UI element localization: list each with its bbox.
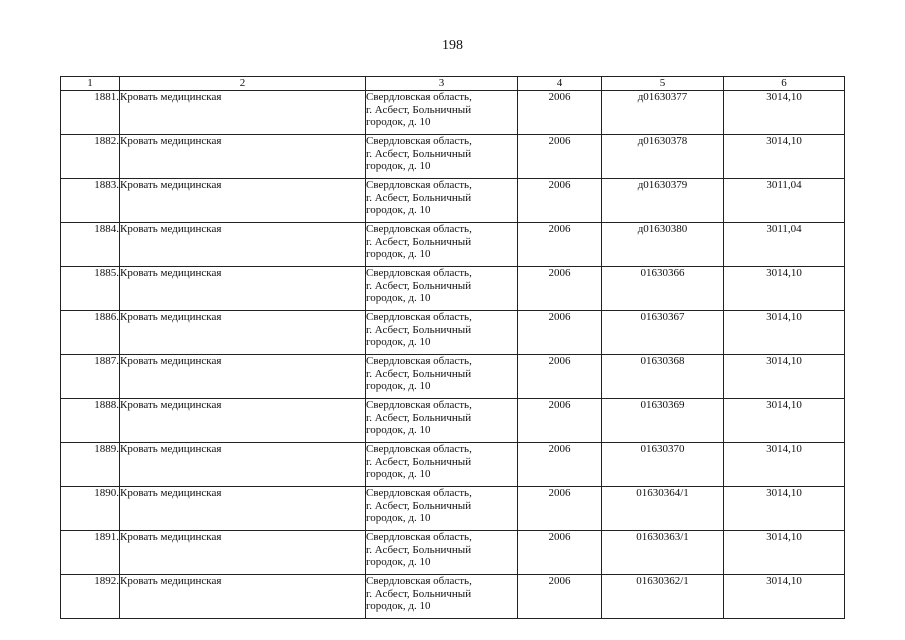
cost-cell: 3014,10 xyxy=(724,91,845,135)
inventory-number-cell: 01630366 xyxy=(602,267,724,311)
address-cell xyxy=(366,179,518,223)
year-cell: 2006 xyxy=(518,267,602,311)
cost-cell: 3014,10 xyxy=(724,355,845,399)
address-line: г. Асбест, Больничный xyxy=(366,235,472,248)
table-row xyxy=(61,311,845,355)
table-row xyxy=(61,487,845,531)
item-name-cell: Кровать медицинская xyxy=(120,267,366,311)
address-cell xyxy=(366,135,518,179)
address-line: г. Асбест, Больничный xyxy=(366,191,472,204)
row-number-cell: 1891. xyxy=(61,531,120,575)
column-header: 6 xyxy=(724,77,845,91)
address-line: городок, д. 10 xyxy=(366,160,431,172)
address-line: Свердловская область, xyxy=(366,91,472,103)
cost-cell: 3011,04 xyxy=(724,223,845,267)
table-row xyxy=(61,135,845,179)
inventory-number-cell: 01630362/1 xyxy=(602,575,724,619)
row-number-cell: 1885. xyxy=(61,267,120,311)
address-cell xyxy=(366,223,518,267)
item-name-cell: Кровать медицинская xyxy=(120,223,366,267)
table-row xyxy=(61,91,845,135)
year-cell: 2006 xyxy=(518,531,602,575)
cost-cell: 3014,10 xyxy=(724,311,845,355)
row-number-cell: 1883. xyxy=(61,179,120,223)
address-line: городок, д. 10 xyxy=(366,116,431,128)
address-line: Свердловская область, xyxy=(366,355,472,367)
inventory-number-cell: д01630380 xyxy=(602,223,724,267)
column-header: 3 xyxy=(366,77,518,91)
inventory-number-cell: 01630367 xyxy=(602,311,724,355)
column-header: 4 xyxy=(518,77,602,91)
year-cell: 2006 xyxy=(518,443,602,487)
address-line: Свердловская область, xyxy=(366,399,472,411)
cost-cell: 3011,04 xyxy=(724,179,845,223)
address-line: Свердловская область, xyxy=(366,443,472,455)
year-cell: 2006 xyxy=(518,487,602,531)
item-name-cell: Кровать медицинская xyxy=(120,531,366,575)
inventory-number-cell: д01630379 xyxy=(602,179,724,223)
address-cell xyxy=(366,443,518,487)
item-name-cell: Кровать медицинская xyxy=(120,487,366,531)
inventory-number-cell: 01630368 xyxy=(602,355,724,399)
address-line: Свердловская область, xyxy=(366,267,472,279)
address-cell xyxy=(366,311,518,355)
item-name-cell: Кровать медицинская xyxy=(120,575,366,619)
year-cell: 2006 xyxy=(518,399,602,443)
address-cell xyxy=(366,399,518,443)
address-line: г. Асбест, Больничный xyxy=(366,147,472,160)
cost-cell: 3014,10 xyxy=(724,267,845,311)
inventory-number-cell: 01630369 xyxy=(602,399,724,443)
address-line: городок, д. 10 xyxy=(366,204,431,216)
address-line: Свердловская область, xyxy=(366,179,472,191)
row-number-cell: 1881. xyxy=(61,91,120,135)
item-name-cell: Кровать медицинская xyxy=(120,135,366,179)
address-line: городок, д. 10 xyxy=(366,424,431,436)
row-number-cell: 1888. xyxy=(61,399,120,443)
row-number-cell: 1890. xyxy=(61,487,120,531)
address-line: Свердловская область, xyxy=(366,487,472,499)
item-name-cell: Кровать медицинская xyxy=(120,311,366,355)
year-cell: 2006 xyxy=(518,311,602,355)
year-cell: 2006 xyxy=(518,135,602,179)
address-line: городок, д. 10 xyxy=(366,336,431,348)
address-cell xyxy=(366,531,518,575)
cost-cell: 3014,10 xyxy=(724,135,845,179)
row-number-cell: 1886. xyxy=(61,311,120,355)
inventory-number-cell: д01630377 xyxy=(602,91,724,135)
table-row xyxy=(61,355,845,399)
year-cell: 2006 xyxy=(518,575,602,619)
address-line: г. Асбест, Больничный xyxy=(366,455,472,468)
address-line: городок, д. 10 xyxy=(366,380,431,392)
item-name-cell: Кровать медицинская xyxy=(120,179,366,223)
address-line: Свердловская область, xyxy=(366,223,472,235)
column-header: 2 xyxy=(120,77,366,91)
table-row xyxy=(61,223,845,267)
cost-cell: 3014,10 xyxy=(724,531,845,575)
inventory-number-cell: 01630370 xyxy=(602,443,724,487)
item-name-cell: Кровать медицинская xyxy=(120,91,366,135)
table-row xyxy=(61,399,845,443)
inventory-number-cell: 01630363/1 xyxy=(602,531,724,575)
address-line: г. Асбест, Больничный xyxy=(366,367,472,380)
address-cell xyxy=(366,267,518,311)
row-number-cell: 1884. xyxy=(61,223,120,267)
address-line: г. Асбест, Больничный xyxy=(366,323,472,336)
cost-cell: 3014,10 xyxy=(724,443,845,487)
address-line: городок, д. 10 xyxy=(366,248,431,260)
address-cell xyxy=(366,487,518,531)
row-number-cell: 1887. xyxy=(61,355,120,399)
column-number-header-row xyxy=(61,77,845,91)
address-line: городок, д. 10 xyxy=(366,600,431,612)
property-registry-table xyxy=(60,76,845,619)
cost-cell: 3014,10 xyxy=(724,487,845,531)
address-cell xyxy=(366,575,518,619)
year-cell: 2006 xyxy=(518,223,602,267)
address-line: городок, д. 10 xyxy=(366,512,431,524)
address-cell xyxy=(366,355,518,399)
inventory-number-cell: д01630378 xyxy=(602,135,724,179)
address-line: г. Асбест, Больничный xyxy=(366,103,472,116)
table-body xyxy=(61,91,845,619)
address-line: г. Асбест, Больничный xyxy=(366,279,472,292)
address-line: г. Асбест, Больничный xyxy=(366,499,472,512)
inventory-number-cell: 01630364/1 xyxy=(602,487,724,531)
address-line: городок, д. 10 xyxy=(366,556,431,568)
table-row xyxy=(61,531,845,575)
column-header: 5 xyxy=(602,77,724,91)
cost-cell: 3014,10 xyxy=(724,399,845,443)
cost-cell: 3014,10 xyxy=(724,575,845,619)
item-name-cell: Кровать медицинская xyxy=(120,443,366,487)
item-name-cell: Кровать медицинская xyxy=(120,355,366,399)
row-number-cell: 1889. xyxy=(61,443,120,487)
column-header: 1 xyxy=(61,77,120,91)
address-line: Свердловская область, xyxy=(366,531,472,543)
address-line: Свердловская область, xyxy=(366,311,472,323)
year-cell: 2006 xyxy=(518,179,602,223)
table-row xyxy=(61,443,845,487)
item-name-cell: Кровать медицинская xyxy=(120,399,366,443)
address-line: городок, д. 10 xyxy=(366,468,431,480)
table-row xyxy=(61,179,845,223)
address-line: городок, д. 10 xyxy=(366,292,431,304)
table-row xyxy=(61,267,845,311)
address-line: г. Асбест, Больничный xyxy=(366,411,472,424)
address-line: г. Асбест, Больничный xyxy=(366,587,472,600)
address-cell xyxy=(366,91,518,135)
page-number: 198 xyxy=(442,38,463,53)
year-cell: 2006 xyxy=(518,91,602,135)
row-number-cell: 1882. xyxy=(61,135,120,179)
address-line: Свердловская область, xyxy=(366,575,472,587)
address-line: Свердловская область, xyxy=(366,135,472,147)
table-row xyxy=(61,575,845,619)
row-number-cell: 1892. xyxy=(61,575,120,619)
year-cell: 2006 xyxy=(518,355,602,399)
address-line: г. Асбест, Больничный xyxy=(366,543,472,556)
